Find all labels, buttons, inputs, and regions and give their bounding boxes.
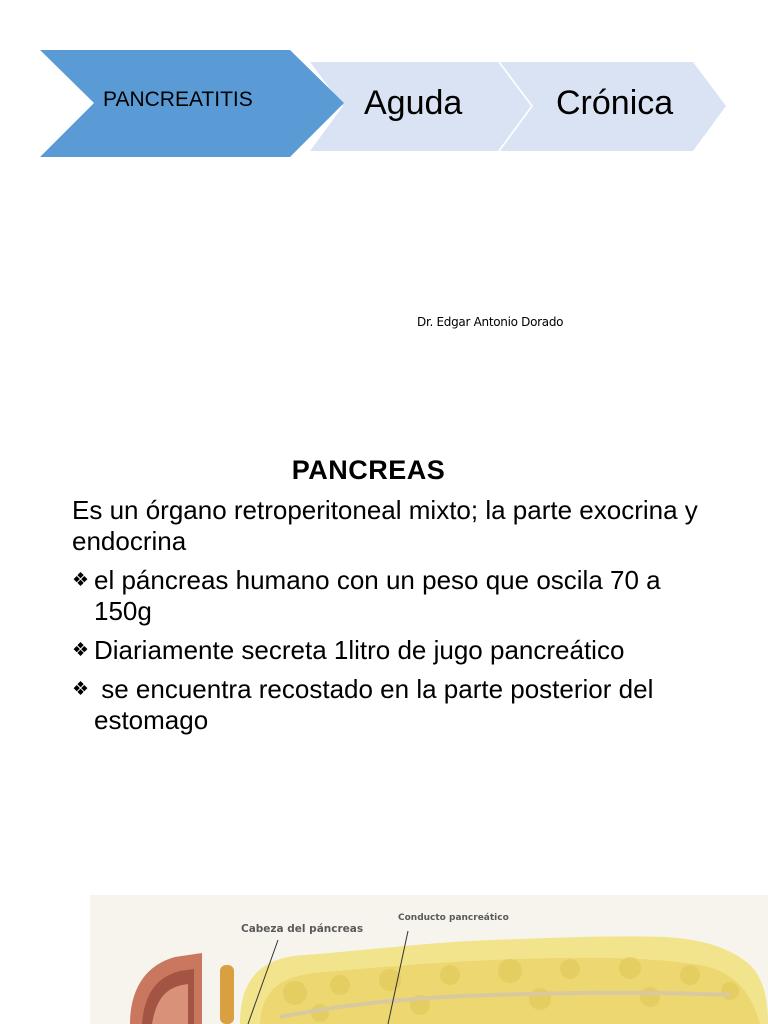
diamond-bullet-icon: ❖ — [72, 640, 90, 661]
bullet-item — [72, 674, 712, 736]
label-cabeza: Cabeza del páncreas — [241, 923, 364, 935]
bullet-text: Diariamente secreta 1litro de jugo pancreático — [94, 635, 625, 665]
diamond-bullet-icon: ❖ — [72, 679, 90, 700]
bullet-item — [72, 635, 712, 666]
author-name: Dr. Edgar Antonio Dorado — [417, 315, 564, 329]
intro-text: Es un órgano retroperitoneal mixto; la parte exocrina y endocrina — [72, 495, 698, 556]
pancreas-slide — [0, 430, 768, 1024]
chevron-label-cronica: Crónica — [556, 84, 674, 122]
label-conducto: Conducto pancreático — [398, 913, 509, 923]
cover-slide — [0, 0, 768, 430]
slide-title: PANCREAS — [291, 455, 446, 485]
bullet-item — [72, 565, 712, 627]
diamond-bullet-icon: ❖ — [72, 570, 90, 591]
chevron-label-pancreatitis: PANCREATITIS — [103, 88, 253, 111]
pancreas-illustration — [90, 895, 768, 1024]
bullet-text: el páncreas humano con un peso que oscila 70 a 150g — [94, 565, 661, 626]
bullet-text: se encuentra recostado en la parte posterior del estomago — [94, 674, 654, 735]
slide-body — [72, 495, 712, 744]
chevron-label-aguda: Aguda — [364, 84, 463, 122]
